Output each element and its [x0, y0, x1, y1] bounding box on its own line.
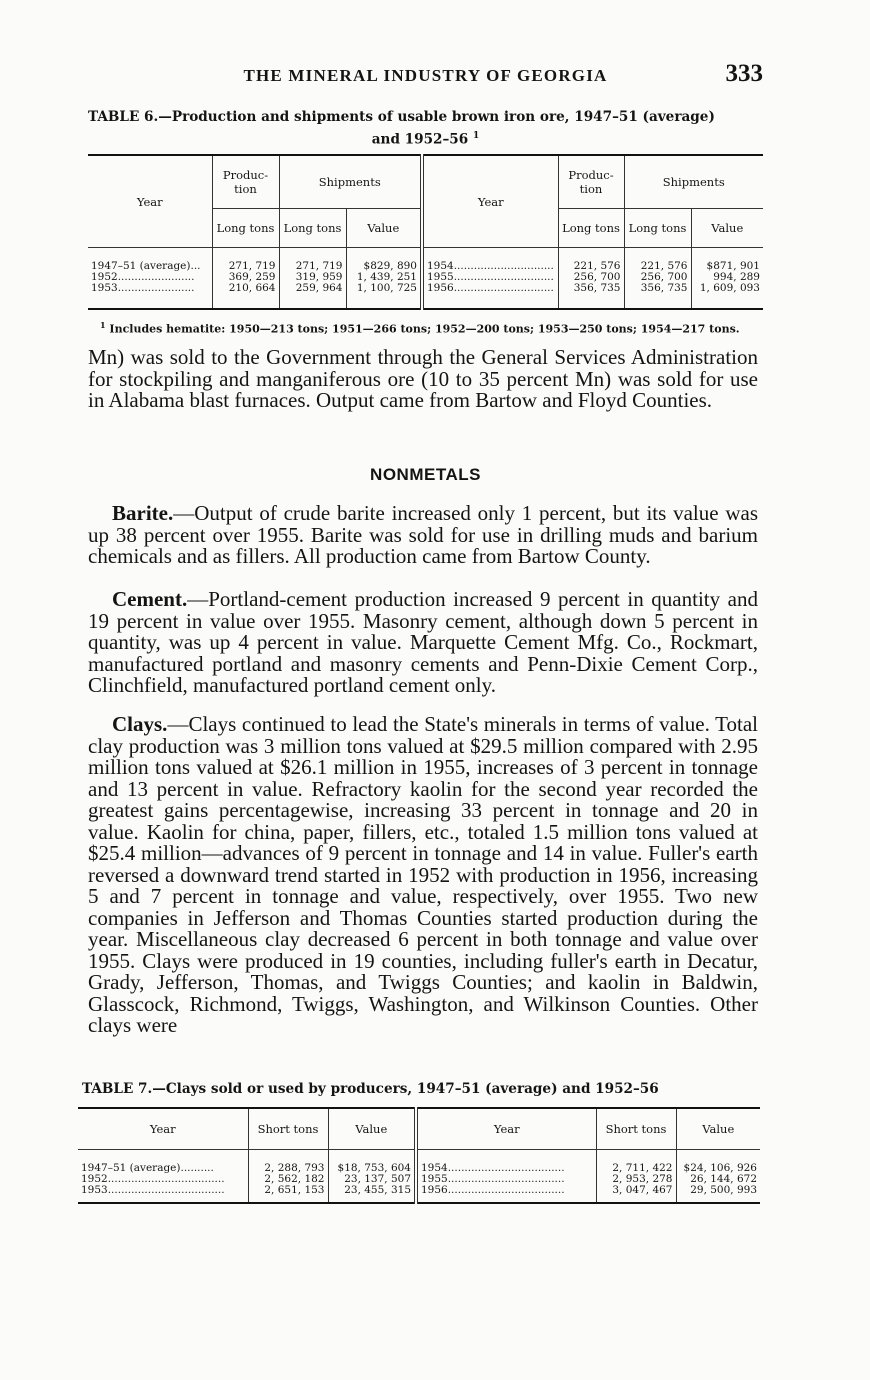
table6-header-long-tons: Long tons — [279, 209, 346, 248]
table-cell: $829, 890 — [346, 248, 422, 273]
table-cell: 1952................................... — [78, 1174, 248, 1185]
table-cell: 1954.............................. — [422, 248, 558, 273]
table-row — [78, 1185, 760, 1203]
table-cell: 1956................................... — [416, 1185, 596, 1203]
table-cell: 221, 576 — [624, 248, 691, 273]
table-cell: 356, 735 — [624, 283, 691, 309]
table7-caption — [82, 1080, 757, 1099]
table-cell: 1, 609, 093 — [699, 282, 760, 294]
table6-header-long-tons: Long tons — [558, 209, 624, 248]
table7-header-year-left: Year — [78, 1108, 248, 1150]
table6-caption-line2: and 1952–56 $^1$ — [371, 131, 480, 148]
barite-text: —Output of crude barite increased only 1 percent, but its value was up 38 percent over 1955. Barite was sold for use in drilling muds and barium chemicals and as fillers. All production came from Bartow County. — [88, 501, 758, 568]
table6-header-year-left: Year — [88, 155, 212, 248]
table6-caption-ref: 1 — [472, 131, 480, 141]
table-cell: 221, 576 — [558, 248, 624, 273]
footnote-text: Includes hematite: 1950—213 tons; 1951—266 tons; 1952—200 tons; 1953—250 tons; 1954—217 tons. — [109, 322, 740, 336]
table-cell: 271, 719 — [212, 248, 279, 273]
table-cell: 994, 289 — [713, 271, 760, 283]
clays-label: Clays. — [112, 712, 168, 736]
table-cell: 2, 288, 793 — [248, 1150, 328, 1175]
table6-header-production-right: Produc-tion — [558, 155, 624, 209]
table7-header-year-right: Year — [416, 1108, 596, 1150]
table-cell: 23, 137, 507 — [328, 1174, 416, 1185]
table-cell: 259, 964 — [279, 283, 346, 309]
barite-label: Barite. — [112, 501, 174, 525]
table6-footnote — [100, 320, 760, 336]
table-cell: 1954................................... — [416, 1150, 596, 1175]
table6-header-shipments-right: Shipments — [624, 155, 763, 209]
table-cell: 256, 700 — [558, 272, 624, 283]
cement-label: Cement. — [112, 587, 188, 611]
table6-header-long-tons: Long tons — [212, 209, 279, 248]
table6-header-long-tons: Long tons — [624, 209, 691, 248]
table-row — [88, 283, 763, 309]
table6-header-year-right: Year — [422, 155, 558, 248]
section-heading: NONMETALS — [370, 465, 481, 484]
running-title: THE MINERAL INDUSTRY OF GEORGIA — [243, 66, 608, 85]
table-cell: 319, 959 — [279, 272, 346, 283]
table-cell: 2, 953, 278 — [596, 1174, 676, 1185]
intro-paragraph: Mn) was sold to the Government through the General Services Administration for stockpiling and manganiferous ore (10 to 35 percent Mn) was sold for use in Alabama blast furnaces. Output came from Bartow and Floyd Counties. — [88, 345, 758, 412]
table-cell: 1955................................... — [416, 1174, 596, 1185]
table6-caption — [88, 108, 763, 150]
table-cell: 256, 700 — [624, 272, 691, 283]
table6-caption-line1: TABLE 6.—Production and shipments of usable brown iron ore, 1947–51 (average) — [88, 109, 715, 125]
table7-header-short-tons-left: Short tons — [248, 1108, 328, 1150]
table-cell: 23, 455, 315 — [328, 1185, 416, 1203]
page-number: 333 — [725, 60, 763, 87]
table-cell: 1, 100, 725 — [346, 283, 422, 309]
footnote-mark: 1 — [100, 320, 106, 330]
table-cell: 1953....................... — [88, 283, 212, 309]
table-cell: 2, 562, 182 — [248, 1174, 328, 1185]
table-cell: 356, 735 — [558, 283, 624, 309]
table-cell: $18, 753, 604 — [328, 1150, 416, 1175]
table-cell: 26, 144, 672 — [690, 1173, 757, 1185]
table-cell: 369, 259 — [212, 272, 279, 283]
table-cell: 1953................................... — [78, 1185, 248, 1203]
table-cell: 1947–51 (average).......... — [78, 1150, 248, 1175]
table-cell: 210, 664 — [212, 283, 279, 309]
table-row — [78, 1150, 760, 1175]
cement-paragraph — [88, 589, 758, 697]
table-cell: 29, 500, 993 — [690, 1184, 757, 1196]
table7-header-value-right: Value — [676, 1108, 760, 1150]
running-header — [88, 60, 763, 94]
table-cell: 271, 719 — [279, 248, 346, 273]
cement-text: —Portland-cement production increased 9 percent in quantity and 19 percent in value over 1955. Masonry cement, although down 5 percent in quantity, was up 4 percent in value. Marquette Cement Mfg. Co., Rockmart, manufactured portland and masonry cements and Penn-Dixie Cement Corp., Clinchfield, manufactured portland cement only. — [88, 587, 758, 697]
table-row — [88, 248, 763, 273]
table6-header-shipments-left: Shipments — [279, 155, 422, 209]
table-cell: $24, 106, 926 — [683, 1162, 757, 1174]
table-cell: $871, 901 — [706, 260, 760, 272]
table-cell: 3, 047, 467 — [596, 1185, 676, 1203]
clays-text: —Clays continued to lead the State's minerals in terms of value. Total clay production was 3 million tons valued at $29.5 million compared with 2.95 million tons valued at $26.1 million in 1955, increases of 3 percent in tonnage and 13 percent in value. Refractory kaolin for the second year recorded the greatest gains percentagewise, increasing 33 percent in tonnage and 20 in value. Kaolin for china, paper, fillers, etc., totaled 1.5 million tons valued at $25.4 million—advances of 9 percent in tonnage and 14 in value. Fuller's earth reversed a downward trend started in 1952 with production in 1956, increasing 5 and 7 percent in tonnage and value, respectively, over 1955. Two new companies in Jefferson and Thomas Counties started production during the year. Miscellaneous clay decreased 6 percent in both tonnage and value over 1955. Clays were produced in 19 counties, including fuller's earth in Decatur, Grady, Jefferson, Thomas, and Twiggs Counties; and kaolin in Baldwin, Glasscock, Richmond, Twiggs, Washington, and Wilkinson Counties. Other clays were — [88, 712, 758, 1037]
barite-paragraph — [88, 503, 758, 568]
table6-header-value: Value — [691, 209, 763, 248]
table-cell: 1952....................... — [88, 272, 212, 283]
table7-caption-text: TABLE 7.—Clays sold or used by producers, 1947–51 (average) and 1952–56 — [82, 1081, 659, 1097]
table6-header-production-left: Produc-tion — [212, 155, 279, 209]
table-cell: 2, 651, 153 — [248, 1185, 328, 1203]
table7-header-value-left: Value — [328, 1108, 416, 1150]
table-cell: 1, 439, 251 — [346, 272, 422, 283]
clays-paragraph — [88, 714, 758, 1037]
table-cell: 1955.............................. — [422, 272, 558, 283]
table-cell: 1956.............................. — [422, 283, 558, 309]
table6 — [88, 154, 763, 310]
table7-header-short-tons-right: Short tons — [596, 1108, 676, 1150]
table7 — [78, 1107, 760, 1204]
table6-header-value: Value — [346, 209, 422, 248]
table-cell: 1947–51 (average)... — [88, 248, 212, 273]
table-cell: 2, 711, 422 — [596, 1150, 676, 1175]
